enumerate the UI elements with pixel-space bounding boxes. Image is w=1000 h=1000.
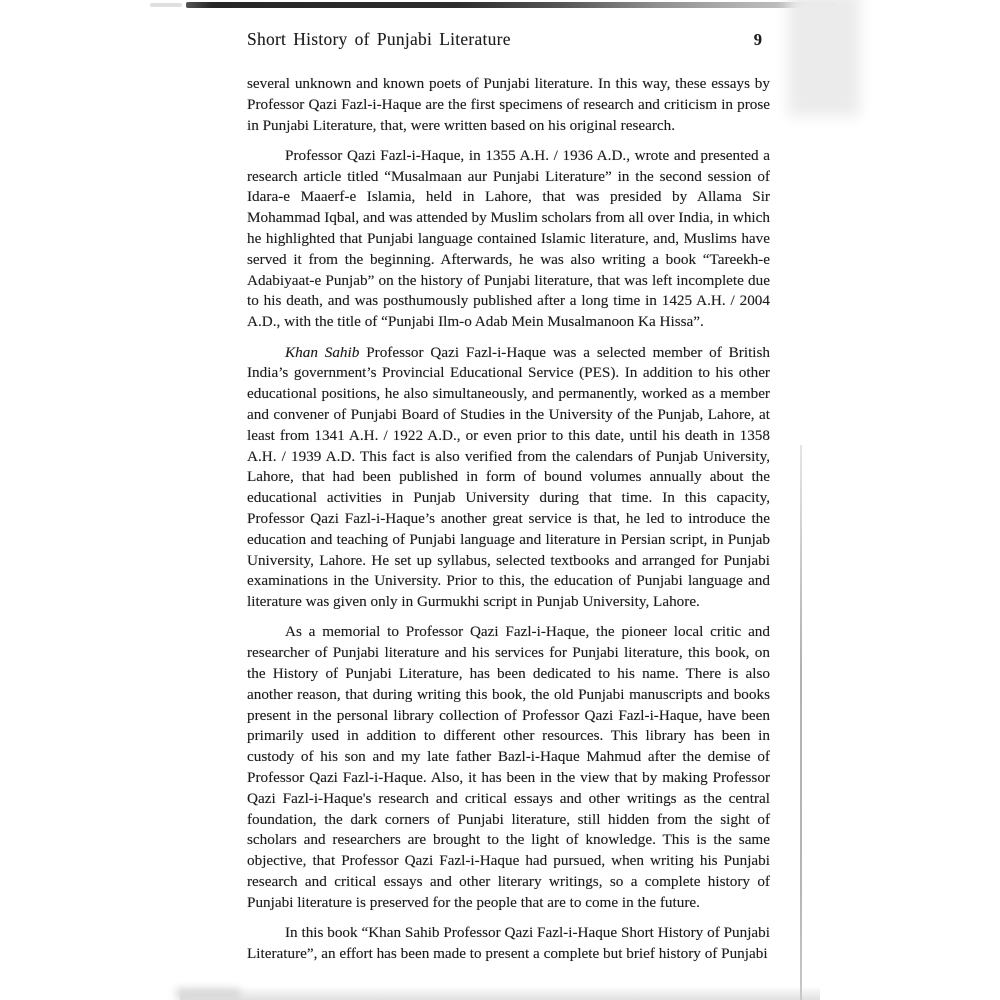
paragraph-text: Professor Qazi Fazl-i-Haque was a selected member of British India’s government’s Provincial Educational Service (PES). In addition to his other educational positions, he also simultaneously, and permanently, worked as a member and convener of Punjabi Board of Studies in the University of the Punjab, Lahore, at least from 1341 A.H. / 1922 A.D., or even prior to this date, until his death in 1358 A.H. / 1939 A.D. This fact is also verified from the calendars of Punjab University, Lahore, that had been published in form of bound volumes annually about the educational activities in Punjab University during that time. In this capacity, Professor Qazi Fazl-i-Haque’s another great service is that, he led to introduce the education and teaching of Punjabi language and literature in Persian script, in Punjab University, Lahore. He set up syllabus, selected textbooks and arranged for Punjabi examinations in the University. Prior to this, the education of Punjabi language and literature was given only in Gurmukhi script in Punjab University, Lahore. <box>247 343 771 611</box>
scan-edge-dash <box>150 3 182 7</box>
paragraph-text: Professor Qazi Fazl-i-Haque, in 1355 A.H. / 1936 A.D., wrote and presented a research article titled “Musalmaan aur Punjabi Literature” in the second session of Idara-e Maaerf-e Islamia, held in Lahore, that was presided by Allama Sir Mohammad Iqbal, and was attended by Muslim scholars from all over India, in which he highlighted that Punjabi language contained Islamic literature, and, Muslims have served it from the beginning. Afterwards, he was also writing a book “Tareekh-e Adabiyaat-e Punjab” on the history of Punjabi literature, that was left incomplete due to his death, and was posthumously published after a long time in 1425 A.H. / 2004 A.D., with the title of “Punjabi Ilm-o Adab Mein Musalmanoon Ka Hissa”. <box>247 146 770 331</box>
page-scan-right-edge <box>800 445 802 1000</box>
page-scan-top-edge <box>186 2 836 8</box>
paragraph-3 <box>247 343 770 613</box>
paragraph-5 <box>247 923 770 965</box>
scan-shadow-bottom <box>180 986 820 1000</box>
paragraph-text: In this book “Khan Sahib Professor Qazi Fazl-i-Haque Short History of Punjabi Literature”, an effort has been made to present a complete but brief history of Punjabi <box>247 924 770 962</box>
paragraph-1 <box>247 74 770 136</box>
paragraph-text: As a memorial to Professor Qazi Fazl-i-Haque, the pioneer local critic and researcher of Punjabi literature and his services for Punjabi literature, this book, on the History of Punjabi Literature, has been dedicated to his name. There is also another reason, that during writing this book, the old Punjabi manuscripts and books present in the personal library collection of Professor Qazi Fazl-i-Haque, have been primarily used in addition to different other resources. This library has been in custody of his son and my late father Bazl-i-Haque Mahmud after the demise of Professor Qazi Fazl-i-Haque. Also, it has been in the view that by making Professor Qazi Fazl-i-Haque's research and critical essays and other writings as the central foundation, the dark corners of Punjabi literature, still hidden from the sight of scholars and researchers are brought to the light of knowledge. This is the same objective, that Professor Qazi Fazl-i-Haque had pursued, when writing his Punjabi research and critical essays and other literary writings, so a complete history of Punjabi literature is preserved for the people that are to come in the future. <box>247 623 770 911</box>
paragraph-4 <box>247 622 770 913</box>
page-header <box>247 29 770 50</box>
paragraph-italic-lead: Khan Sahib <box>285 343 360 361</box>
scan-shadow-top-right <box>788 0 860 116</box>
running-title: Short History of Punjabi Literature <box>247 29 511 49</box>
page-body <box>247 74 770 974</box>
paragraph-2 <box>247 146 770 333</box>
paragraph-text: several unknown and known poets of Punjabi literature. In this way, these essays by Professor Qazi Fazl-i-Haque are the first specimens of research and criticism in prose in Punjabi Literature, that, were written based on his original research. <box>247 75 770 134</box>
scan-shadow-bottom-left <box>176 988 240 1000</box>
page-number: 9 <box>753 30 762 49</box>
